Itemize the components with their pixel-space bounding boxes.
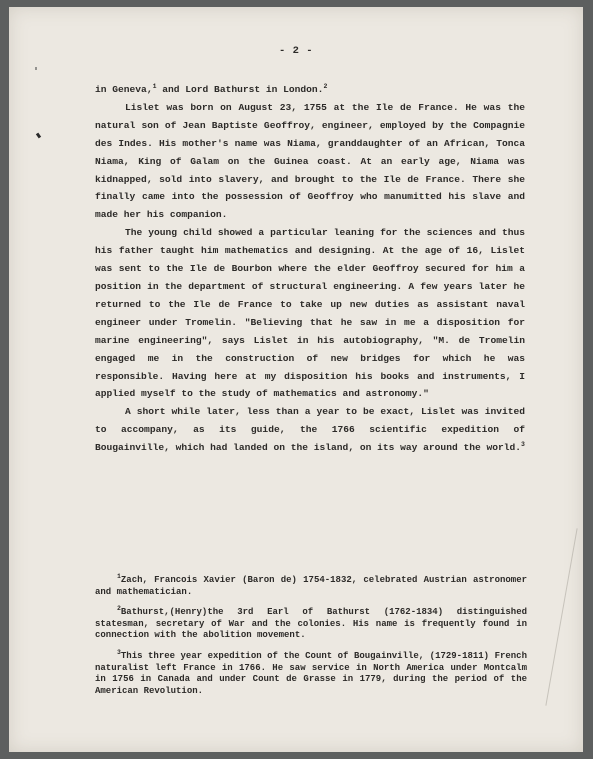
margin-mark <box>35 67 37 70</box>
footnote-1: $^1$Zach, Francois Xavier (Baron de) 1754-1832, celebrated Austrian astronomer and mathematician. <box>95 573 527 597</box>
paragraph-continuation: in Geneva,$^1$ and Lord Bathurst in London.$^2$ <box>95 83 328 95</box>
typed-page <box>9 7 583 752</box>
margin-tick-mark <box>36 133 41 139</box>
margin-pencil-stroke <box>545 528 577 705</box>
footnotes <box>95 575 527 706</box>
footnote-ref: 1 <box>152 83 157 90</box>
paragraph-education: The young child showed a particular leaning for the sciences and thus his father taught him mathematics and designing. At the age of 16, Lislet was sent to the Ile de Bourbon where the elder Geoffroy secured for him a position in the department of structural engineering. A few years later he returned to the Ile de France to take up new duties as assistant naval engineer under Tromelin. "Believing that he saw in me a disposition for marine engineering", says Lislet in his autobiography, "M. de Tromelin engaged me in the construction of new bridges for which he was responsible. Having here at my disposition his books and instruments, I applied myself to the study of mathematics and astronomy." <box>95 227 525 400</box>
footnote-ref: 2 <box>323 83 328 90</box>
paragraph-birth: Lislet was born on August 23, 1755 at the Ile de France. He was the natural son of Jean Baptiste Geoffroy, engineer, employed by the Compagnie des Indes. His mother's name was Niama, granddaughter of an African, Tonca Niama, King of Galam on the Guinea coast. At an early age, Niama was kidnapped, sold into slavery, and brought to the Ile de France. There she finally came into the possession of Geoffroy who manumitted his slave and made her his companion. <box>95 101 525 221</box>
footnote-ref: 3 <box>521 441 525 449</box>
page-number: - 2 - <box>278 45 313 57</box>
footnote-2: $^2$Bathurst,(Henry)the 3rd Earl of Bathurst (1762-1834) distinguished statesman, secretary of War and the colonies. His name is frequently found in connection with the abolition movement. <box>95 605 527 641</box>
paragraph-expedition: A short while later, less than a year to be exact, Lislet was invited to accompany, as its guide, the 1766 scientific expedition of Bougainville, which had landed on the island, on its way around the world.$^3$ <box>95 406 525 454</box>
footnote-3: $^3$This three year expedition of the Count of Bougainville, (1729-1811) French naturalist left France in 1766. He saw service in North America under Montcalm in 1756 in Canada and under Count de Grasse in 1779, during the period of the American Revolution. <box>95 648 527 696</box>
body-text <box>95 81 525 457</box>
